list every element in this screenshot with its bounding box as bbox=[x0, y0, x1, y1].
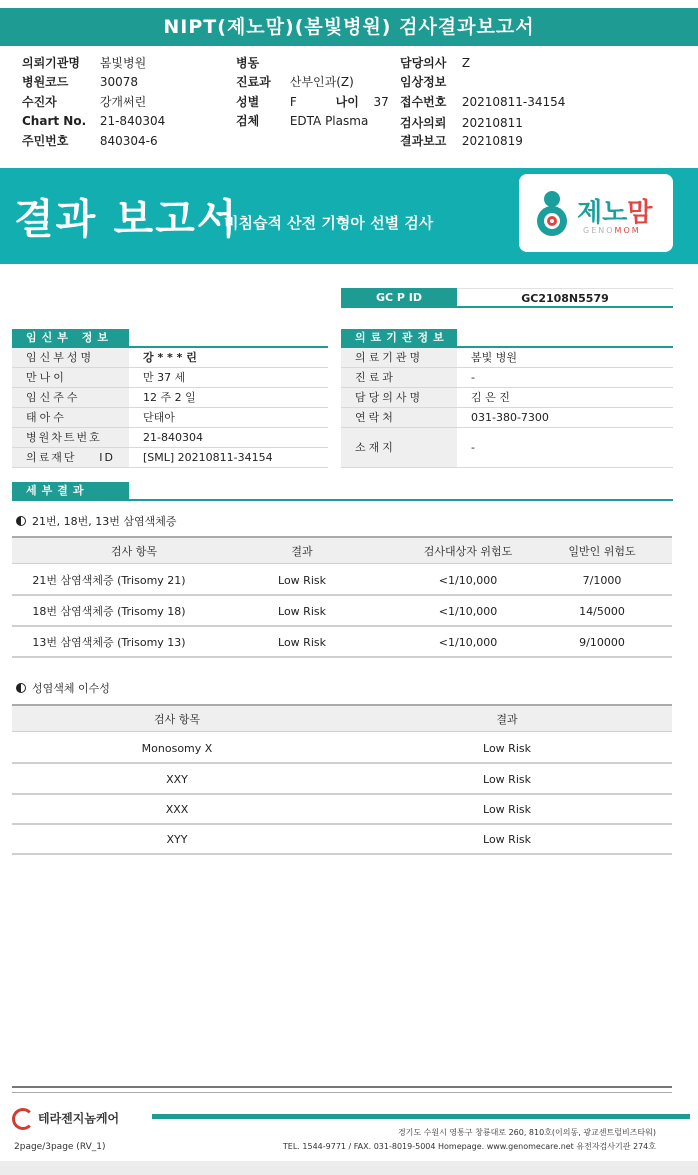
footer-address-block bbox=[283, 1126, 656, 1154]
row-key: 소재지 bbox=[341, 428, 457, 467]
row-key: 담당의사명 bbox=[341, 388, 457, 407]
info-label: 검사의뢰 bbox=[400, 116, 447, 130]
table-row bbox=[341, 388, 673, 408]
info-label: 수진자 bbox=[22, 95, 57, 109]
info-label: 주민번호 bbox=[22, 134, 69, 148]
col-header: 검사 항목 bbox=[153, 713, 200, 726]
row-value: 봄빛 병원 bbox=[471, 351, 518, 364]
table-row bbox=[12, 428, 328, 448]
footer-divider-top bbox=[12, 1086, 672, 1088]
info-doctor bbox=[400, 54, 470, 72]
table-row bbox=[341, 368, 673, 388]
info-label: 임상정보 bbox=[400, 75, 447, 89]
info-label: 성별 bbox=[236, 95, 260, 109]
table-row bbox=[12, 348, 328, 368]
table-row bbox=[12, 448, 328, 468]
info-value: F bbox=[289, 95, 297, 109]
cell-subject-risk: <1/10,000 bbox=[438, 636, 498, 649]
cell-item: XYY bbox=[166, 833, 188, 846]
col-header: 결과 bbox=[291, 545, 313, 558]
cell-result: Low Risk bbox=[278, 574, 326, 587]
bottom-margin bbox=[0, 1161, 698, 1175]
cell-general-risk: 14/5000 bbox=[579, 605, 625, 618]
logo-subtext bbox=[583, 226, 641, 235]
cell-result: Low Risk bbox=[483, 773, 531, 786]
info-value: 840304-6 bbox=[99, 134, 158, 148]
col-header: 검사대상자 위험도 bbox=[423, 545, 513, 558]
info-specimen bbox=[236, 112, 368, 130]
row-value: - bbox=[471, 441, 475, 454]
row-key: 만나이 bbox=[12, 368, 129, 387]
info-value: 21-840304 bbox=[99, 114, 166, 128]
info-label: 병동 bbox=[236, 56, 260, 70]
table-row bbox=[341, 428, 673, 468]
cell-item: 21번 삼염색체증 (Trisomy 21) bbox=[32, 574, 186, 587]
pregnant-info-table bbox=[12, 348, 328, 468]
table-row bbox=[12, 597, 672, 627]
row-key: 의료재단 ID bbox=[12, 448, 129, 467]
table-row bbox=[12, 795, 672, 825]
details-line bbox=[12, 499, 673, 501]
footer-company: 테라젠지놈케어 bbox=[38, 1111, 120, 1126]
terragen-logo bbox=[12, 1108, 119, 1130]
cell-result: Low Risk bbox=[483, 742, 531, 755]
cell-item: XXY bbox=[166, 773, 188, 786]
info-value: Z bbox=[461, 56, 471, 70]
info-label: 검체 bbox=[236, 114, 260, 128]
table-row bbox=[12, 825, 672, 855]
info-request-date bbox=[400, 114, 523, 132]
row-value: 강 * * * 린 bbox=[143, 351, 197, 364]
logo-wordmark bbox=[577, 192, 652, 229]
row-value: 12 주 2 일 bbox=[143, 391, 196, 404]
logo-wordmark-b: 맘 bbox=[627, 198, 653, 228]
footer-divider-bottom bbox=[12, 1092, 672, 1093]
cell-item: XXX bbox=[165, 803, 189, 816]
cell-result: Low Risk bbox=[483, 803, 531, 816]
info-receipt-no bbox=[400, 93, 565, 111]
row-key: 연락처 bbox=[341, 408, 457, 427]
info-label: 의뢰기관명 bbox=[22, 56, 80, 70]
info-report-date bbox=[400, 132, 523, 150]
info-value: 30078 bbox=[99, 75, 139, 89]
table-header bbox=[12, 536, 672, 564]
section1-heading bbox=[16, 513, 176, 529]
hospital-info-table bbox=[341, 348, 673, 468]
logo-subtext-a: GENO bbox=[583, 226, 615, 235]
gcp-id-box bbox=[341, 288, 673, 308]
table-row bbox=[12, 388, 328, 408]
info-value: 강개써린 bbox=[99, 95, 147, 109]
table-row bbox=[12, 566, 672, 596]
info-value: EDTA Plasma bbox=[289, 114, 369, 128]
info-ward bbox=[236, 54, 290, 72]
cell-result: Low Risk bbox=[483, 833, 531, 846]
info-value: 산부인과(Z) bbox=[289, 75, 354, 89]
table-row bbox=[12, 734, 672, 764]
row-key: 임신부성명 bbox=[12, 348, 129, 367]
logo-wordmark-a: 제노 bbox=[577, 198, 628, 228]
hospital-info-tab: 의료기관정보 bbox=[341, 329, 457, 347]
section2-heading-text: 성염색체 이수성 bbox=[32, 682, 110, 695]
cell-subject-risk: <1/10,000 bbox=[438, 574, 498, 587]
row-value: 031-380-7300 bbox=[471, 411, 549, 424]
genomom-mother-icon bbox=[531, 190, 573, 238]
info-label: 나이 bbox=[335, 95, 359, 109]
info-label: 결과보고 bbox=[400, 134, 447, 148]
info-institution bbox=[22, 54, 146, 72]
banner-subtitle: 비침습적 산전 기형아 선별 검사 bbox=[224, 214, 434, 232]
sex-chromosome-table bbox=[12, 704, 672, 858]
row-value: [SML] 20210811-34154 bbox=[143, 451, 273, 464]
half-circle-icon bbox=[16, 683, 26, 693]
info-label: 담당의사 bbox=[400, 56, 447, 70]
info-label: Chart No. bbox=[22, 114, 87, 128]
col-header: 일반인 위험도 bbox=[568, 545, 636, 558]
row-key: 임신주수 bbox=[12, 388, 129, 407]
gcp-id-label: GC P ID bbox=[341, 288, 457, 308]
info-value: 37 bbox=[373, 95, 389, 109]
col-header: 검사 항목 bbox=[110, 545, 157, 558]
row-key: 진료과 bbox=[341, 368, 457, 387]
table-row bbox=[12, 408, 328, 428]
cell-item: 18번 삼염색체증 (Trisomy 18) bbox=[32, 605, 186, 618]
table-row bbox=[341, 348, 673, 368]
cell-subject-risk: <1/10,000 bbox=[438, 605, 498, 618]
row-value: - bbox=[471, 371, 475, 384]
info-label: 병원코드 bbox=[22, 75, 69, 89]
row-key: 병원차트번호 bbox=[12, 428, 129, 447]
cell-item: Monosomy X bbox=[141, 742, 213, 755]
cell-item: 13번 삼염색체증 (Trisomy 13) bbox=[32, 636, 186, 649]
footer-accent-bar bbox=[152, 1114, 690, 1119]
info-chart-no bbox=[22, 114, 165, 132]
info-resident-no bbox=[22, 132, 158, 150]
pregnant-info-tab: 임신부 정보 bbox=[12, 329, 129, 347]
section1-heading-text: 21번, 18번, 13번 삼염색체증 bbox=[32, 515, 177, 528]
details-tab: 세부결과 bbox=[12, 482, 129, 500]
section2-heading bbox=[16, 680, 110, 696]
half-circle-icon bbox=[16, 516, 26, 526]
table-row bbox=[12, 368, 328, 388]
table-row bbox=[341, 408, 673, 428]
result-banner bbox=[0, 168, 698, 264]
row-value: 만 37 세 bbox=[143, 371, 186, 384]
info-patient bbox=[22, 93, 146, 111]
info-clinical bbox=[400, 73, 462, 91]
row-value: 김 은 진 bbox=[471, 391, 510, 404]
report-title: NIPT(제노맘)(봄빛병원) 검사결과보고서 bbox=[0, 8, 698, 46]
terragen-g-icon bbox=[12, 1108, 34, 1130]
info-value: 20210819 bbox=[461, 134, 523, 148]
info-label: 진료과 bbox=[236, 75, 271, 89]
info-value: 봄빛병원 bbox=[99, 56, 147, 70]
info-sex bbox=[236, 93, 389, 111]
page-indicator: 2page/3page (RV_1) bbox=[14, 1142, 106, 1152]
col-header: 결과 bbox=[496, 713, 518, 726]
cell-general-risk: 7/1000 bbox=[582, 574, 622, 587]
info-label: 접수번호 bbox=[400, 95, 447, 109]
info-hospital-code bbox=[22, 73, 138, 91]
table-row bbox=[12, 765, 672, 795]
footer-address: 경기도 수원시 영통구 창룡대로 260, 810호(이의동, 광교센트럴비즈타워) bbox=[397, 1128, 656, 1137]
info-value: 20210811 bbox=[461, 116, 523, 130]
row-value: 21-840304 bbox=[143, 431, 203, 444]
trisomy-table bbox=[12, 536, 672, 659]
table-header bbox=[12, 704, 672, 732]
banner-title: 결과 보고서 bbox=[14, 195, 239, 243]
genomom-logo bbox=[519, 174, 673, 252]
info-department bbox=[236, 73, 354, 91]
cell-result: Low Risk bbox=[278, 636, 326, 649]
row-key: 태아수 bbox=[12, 408, 129, 427]
footer-contact: TEL. 1544-9771 / FAX. 031-8019-5004 Homepage. www.genomecare.net 유전자검사기관 274호 bbox=[282, 1142, 656, 1151]
row-value: 단태아 bbox=[143, 411, 175, 424]
cell-result: Low Risk bbox=[278, 605, 326, 618]
table-row bbox=[12, 628, 672, 658]
info-value: 20210811-34154 bbox=[461, 95, 566, 109]
cell-general-risk: 9/10000 bbox=[579, 636, 625, 649]
logo-subtext-b: MOM bbox=[614, 226, 641, 235]
row-key: 의료기관명 bbox=[341, 348, 457, 367]
gcp-id-value: GC2108N5579 bbox=[457, 288, 673, 308]
